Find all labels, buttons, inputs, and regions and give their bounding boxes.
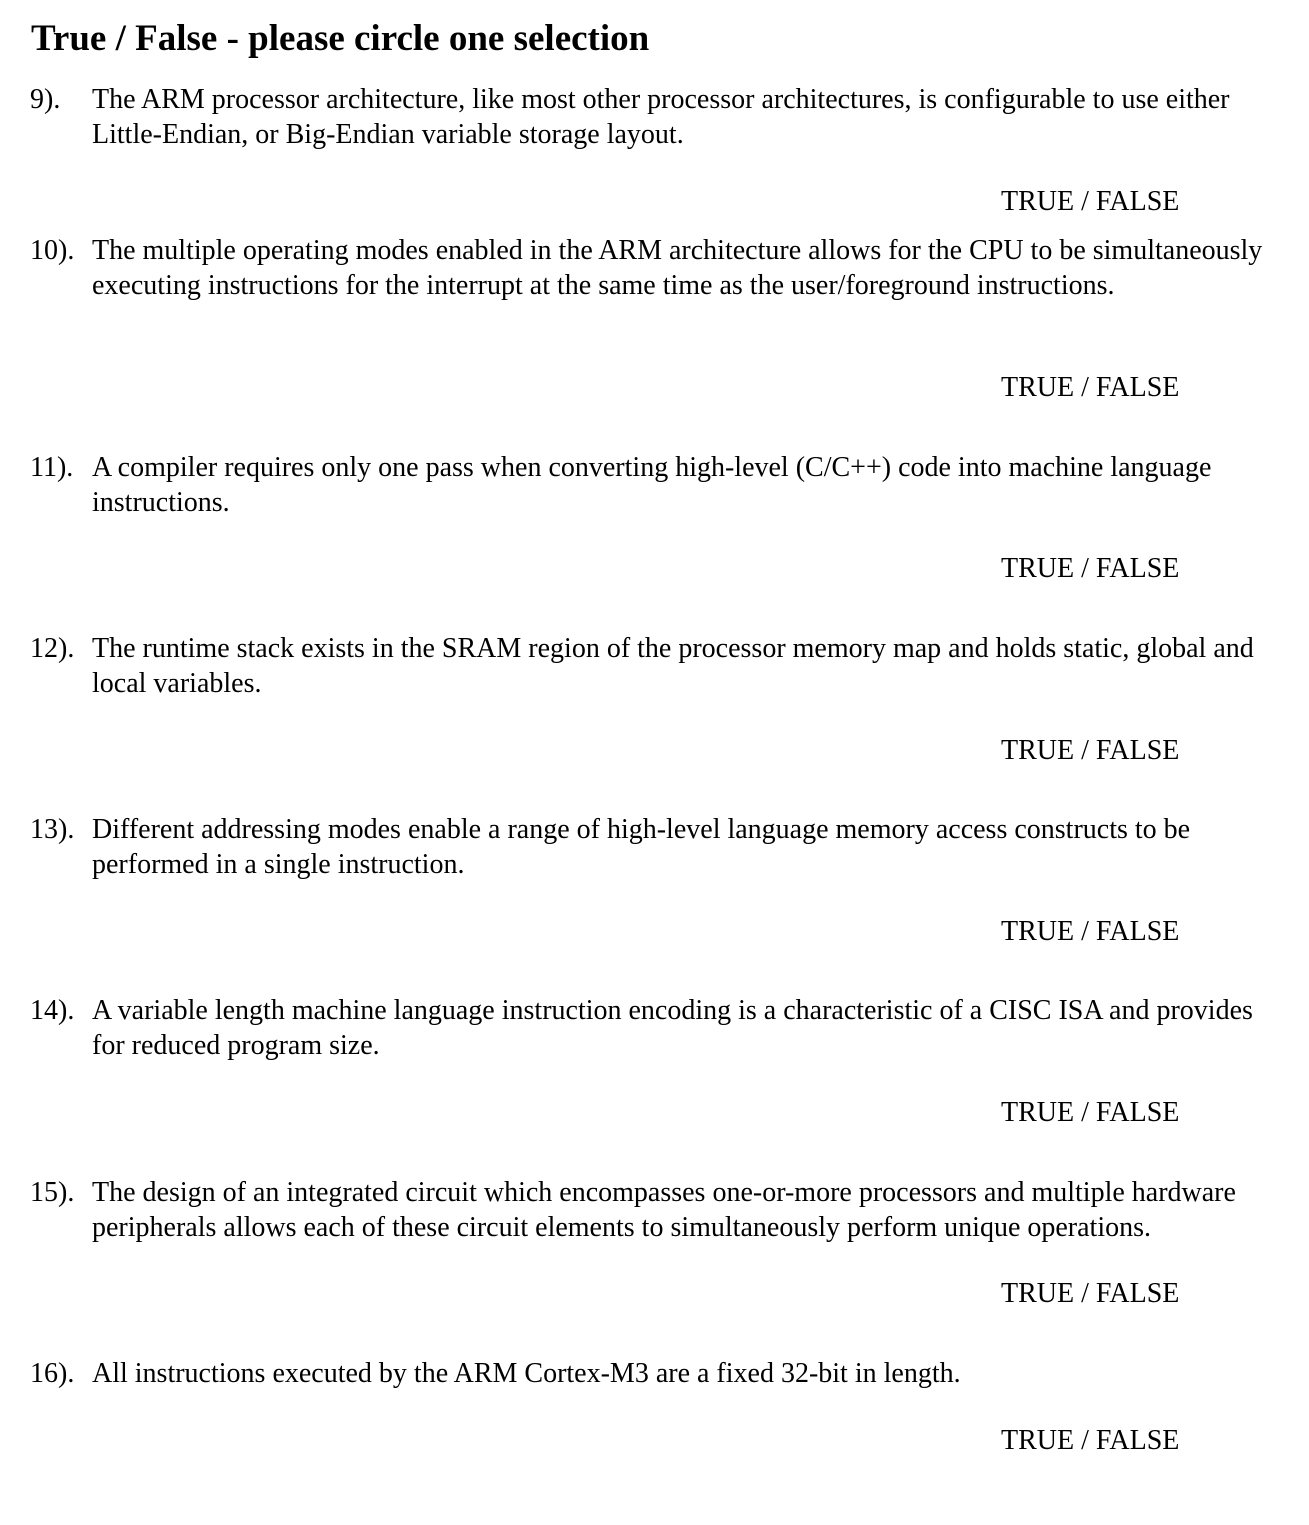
question-number: 9).	[30, 84, 61, 115]
question-text: All instructions executed by the ARM Cortex-M3 are a fixed 32-bit in length.	[92, 1358, 961, 1389]
true-false-selection[interactable]: TRUE / FALSE	[1001, 1425, 1180, 1456]
question-text: The design of an integrated circuit which encompasses one-or-more processors and multiple hardware peripherals allows each of these circuit elements to simultaneously perform unique operations.	[92, 1177, 1236, 1243]
question-text: A variable length machine language instruction encoding is a characteristic of a CISC ISA and provides for reduced program size.	[92, 995, 1253, 1061]
true-false-selection[interactable]: TRUE / FALSE	[1001, 735, 1180, 766]
question-number: 15).	[30, 1177, 75, 1208]
true-false-selection[interactable]: TRUE / FALSE	[1001, 916, 1180, 947]
question-number: 11).	[30, 452, 74, 483]
question-text: The ARM processor architecture, like most other processor architectures, is configurable to use either Little-Endian, or Big-Endian variable storage layout.	[92, 84, 1230, 150]
question-text: The runtime stack exists in the SRAM region of the processor memory map and holds static, global and local variables.	[92, 633, 1254, 699]
true-false-selection[interactable]: TRUE / FALSE	[1001, 186, 1180, 217]
true-false-selection[interactable]: TRUE / FALSE	[1001, 553, 1180, 584]
page-title: True / False - please circle one selection	[31, 18, 650, 59]
true-false-selection[interactable]: TRUE / FALSE	[1001, 1097, 1180, 1128]
question-number: 10).	[30, 235, 75, 266]
question-text: A compiler requires only one pass when converting high-level (C/C++) code into machine language instructions.	[92, 452, 1212, 518]
question-text: Different addressing modes enable a range of high-level language memory access constructs to be performed in a single instruction.	[92, 814, 1191, 880]
question-number: 13).	[30, 814, 75, 845]
question-text: The multiple operating modes enabled in the ARM architecture allows for the CPU to be simultaneously executing instructions for the interrupt at the same time as the user/foreground instructions.	[92, 235, 1263, 301]
question-number: 14).	[30, 995, 75, 1026]
question-number: 12).	[30, 633, 75, 664]
true-false-selection[interactable]: TRUE / FALSE	[1001, 1278, 1180, 1309]
question-number: 16).	[30, 1358, 75, 1389]
true-false-selection[interactable]: TRUE / FALSE	[1001, 372, 1180, 403]
